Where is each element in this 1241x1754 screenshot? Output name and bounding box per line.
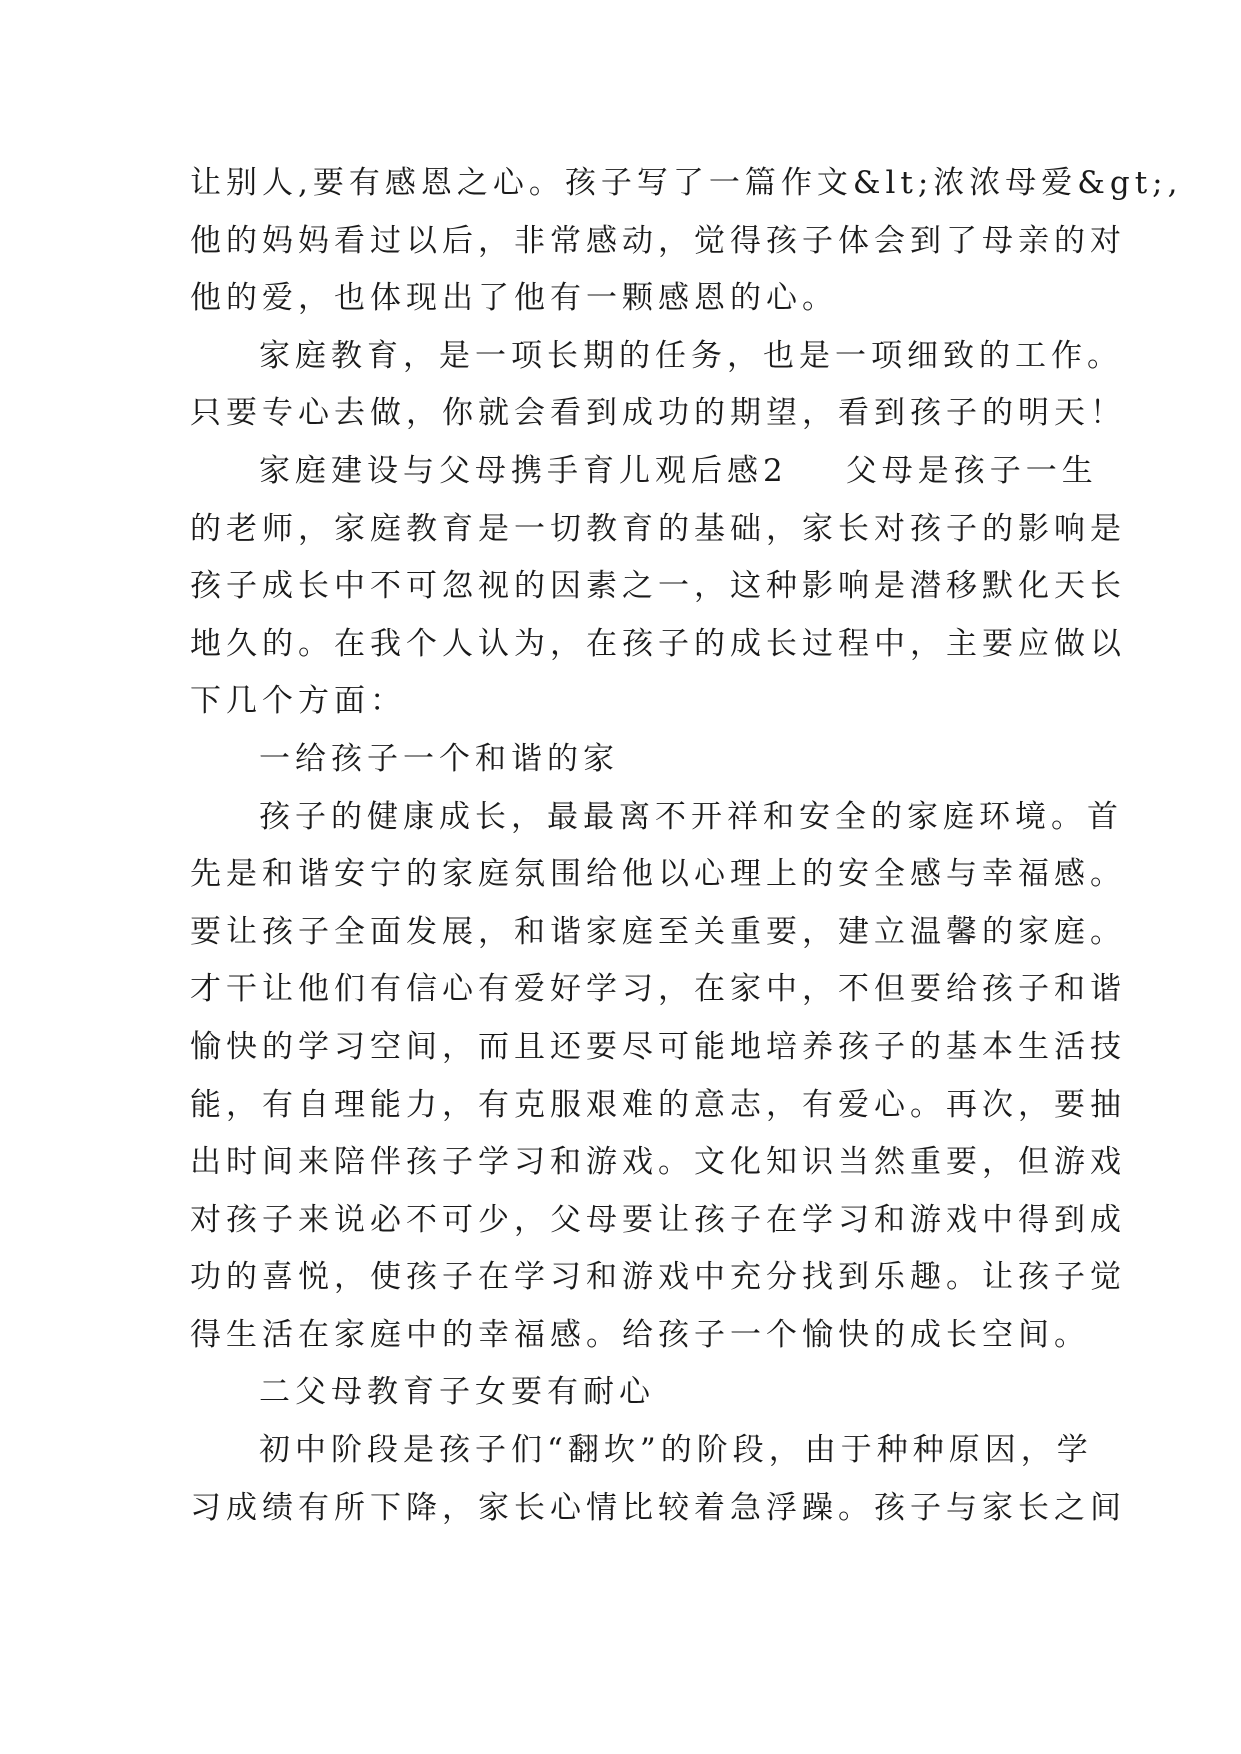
- text-line: 家庭教育，是一项长期的任务，也是一项细致的工作。: [259, 337, 1123, 374]
- text-line: 功的喜悦，使孩子在学习和游戏中充分找到乐趣。让孩子觉: [190, 1259, 1126, 1296]
- text-line: 让别人,要有感恩之心。孩子写了一篇作文&lt;浓浓母爱&gt;,: [190, 165, 1183, 201]
- text-line: 得生活在家庭中的幸福感。给孩子一个愉快的成长空间。: [190, 1316, 1090, 1353]
- text-line: 能，有自理能力，有克服艰难的意志，有爱心。再次，要抽: [190, 1086, 1126, 1123]
- text-line: 才干让他们有信心有爱好学习，在家中，不但要给孩子和谐: [190, 971, 1126, 1008]
- text-line: 的老师，家庭教育是一切教育的基础，家长对孩子的影响是: [190, 510, 1126, 547]
- text-line: 孩子成长中不可忽视的因素之一，这种影响是潜移默化天长: [190, 568, 1126, 605]
- text-line: 他的爱，也体现出了他有一颗感恩的心。: [190, 280, 838, 317]
- text-line: 先是和谐安宁的家庭氛围给他以心理上的安全感与幸福感。: [190, 856, 1126, 893]
- text-line: 下几个方面：: [190, 683, 406, 720]
- text-line: 他的妈妈看过以后，非常感动，觉得孩子体会到了母亲的对: [190, 222, 1126, 259]
- text-line: 愉快的学习空间，而且还要尽可能地培养孩子的基本生活技: [190, 1028, 1126, 1065]
- article-title-line: [190, 443, 1098, 501]
- text-line: 孩子的健康成长，最最离不开祥和安全的家庭环境。首: [259, 798, 1123, 835]
- section-heading: 一给孩子一个和谐的家: [259, 740, 619, 777]
- text-line: 对孩子来说必不可少，父母要让孩子在学习和游戏中得到成: [190, 1201, 1126, 1238]
- article-title: 家庭建设与父母携手育儿观后感2: [259, 452, 788, 489]
- text-line: 出时间来陪伴孩子学习和游戏。文化知识当然重要，但游戏: [190, 1144, 1126, 1181]
- text-line: 要让孩子全面发展，和谐家庭至关重要，建立温馨的家庭。: [190, 913, 1126, 950]
- text-line: 习成绩有所下降，家长心情比较着急浮躁。孩子与家长之间: [190, 1489, 1126, 1526]
- document-body: [190, 155, 1183, 1537]
- section-heading: 二父母教育子女要有耐心: [259, 1374, 655, 1411]
- text-line: 初中阶段是孩子们“翻坎”的阶段，由于种种原因，学: [259, 1432, 1093, 1469]
- paragraph-start: 父母是孩子一生: [845, 452, 1098, 489]
- text-line: 只要专心去做，你就会看到成功的期望，看到孩子的明天！: [190, 395, 1126, 432]
- text-line: 地久的。在我个人认为，在孩子的成长过程中，主要应做以: [190, 625, 1126, 662]
